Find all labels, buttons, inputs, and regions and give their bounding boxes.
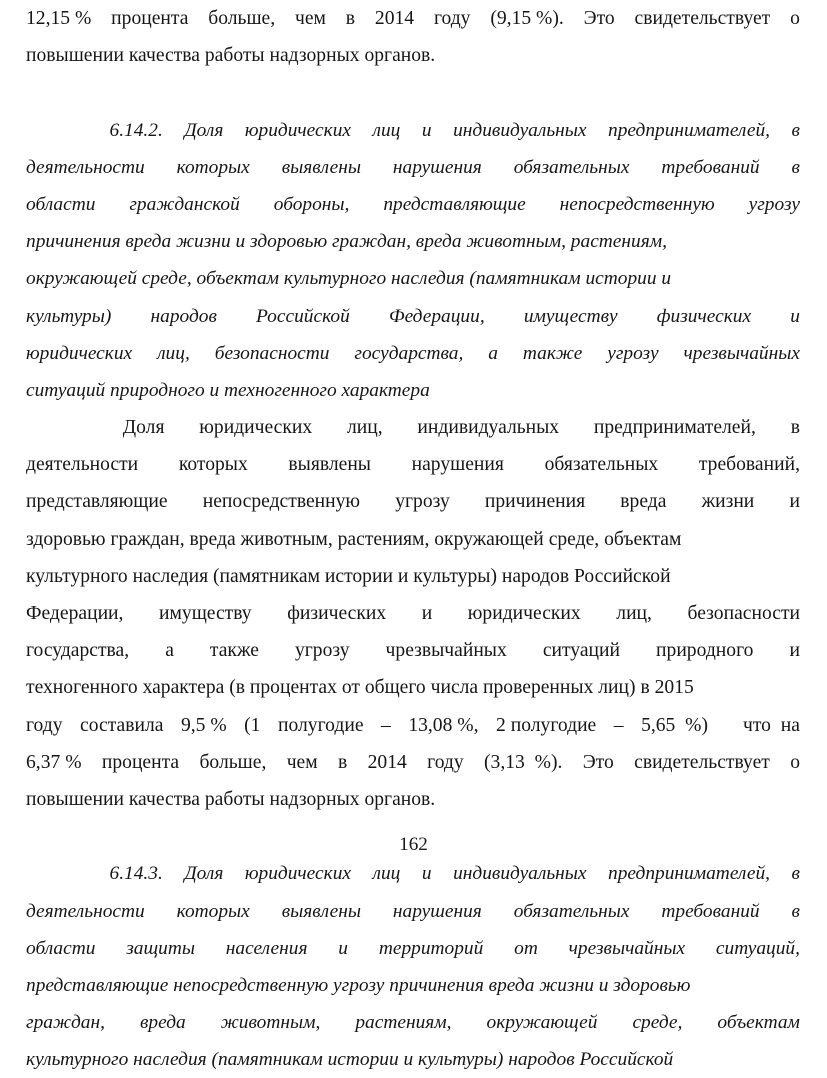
word: обязательных [544,454,659,476]
word: 12,15 % [26,8,92,29]
word: также [522,342,583,364]
word: выявлены [281,156,361,178]
word: юридических [244,863,352,885]
word: области [26,937,96,959]
word: и [789,491,800,513]
section-6-14-2-body [26,409,800,818]
word: 9,5 % [180,714,227,736]
text-line [26,186,800,223]
word: обязательных [513,900,630,922]
word: чрезвычайных [568,937,686,959]
word: представляющие [26,491,168,513]
word: деятельности [26,900,145,922]
carryover-paragraph [26,0,800,74]
word: государства, [26,640,130,662]
word: представляющие непосредственную угрозу причинения вреда жизни и здоровью [26,974,691,996]
word: 5,65 %) [641,714,708,736]
word: в [791,863,800,885]
word: свидетельствует [634,8,771,29]
word: Федерации, [26,603,124,624]
word: выявлены [288,454,371,476]
word: граждан, [26,1012,105,1034]
word: предпринимателей, [608,119,771,141]
word: требований, [698,454,800,476]
word: 6,37 % [26,751,82,773]
word: растениям, [355,1012,452,1034]
page-number: 162 [399,834,428,855]
word: – [613,714,624,736]
text-line [26,112,800,149]
word: юридических [26,342,133,364]
word: техногенного характера (в процентах от общего числа проверенных лиц) в 2015 [26,677,694,699]
paragraph-indent [26,855,88,892]
word: повышении качества работы надзорных органов. [26,45,436,67]
word: территорий [378,937,484,959]
word: чем [286,751,318,773]
word: культуры) [26,305,112,327]
paragraph-indent [26,409,88,446]
word: больше, [199,751,267,773]
word: непосредственную [202,491,361,513]
text-line [26,0,800,37]
word: ситуаций [542,640,620,662]
text-line [26,558,800,595]
word: населения [225,937,308,959]
word: угрозу [607,342,659,364]
word: в [345,8,356,29]
word: области [26,193,96,215]
text-line [26,669,800,706]
section-6-14-3-heading [26,855,800,1078]
word: а [165,640,174,662]
word: лиц, [157,342,190,364]
word: непосредственную [559,193,715,215]
word: которых [176,900,250,922]
word: требований [661,156,760,178]
section-6-14-2-heading [26,112,800,410]
text-line [26,335,800,372]
text-line [26,521,800,558]
word: 2014 [367,751,407,773]
word: Федерации, [388,305,485,327]
text-line [26,260,800,297]
word: индивидуальных [453,119,587,141]
word: индивидуальных [417,417,560,439]
word: составила [80,714,164,736]
word: нарушения [411,454,504,476]
word: окружающей среде, объектам культурного наследия (памятникам истории и [26,268,672,290]
word: угрозу [748,193,800,215]
word: культурного наследия (памятникам истории и культуры) народов Российской [26,565,671,587]
word: деятельности [26,156,145,178]
word: обязательных [513,156,630,178]
word: процента [101,751,180,773]
word: лиц [372,863,401,885]
text-line [26,1041,800,1078]
word: окружающей [486,1012,598,1034]
word: угрозу [294,640,350,662]
word: безопасности [214,342,330,364]
text-line [26,781,800,818]
word: о [790,751,800,773]
word: государства, [354,342,464,364]
word: юридических [244,119,352,141]
word: которых [178,454,248,476]
word: угрозу [395,491,450,513]
word: Это [583,8,615,29]
word: представляющие [383,193,526,215]
word: 13,08 %, [408,714,479,736]
word: свидетельствует [634,751,770,773]
word: в [790,417,800,439]
word: повышении качества работы надзорных органов. [26,788,436,810]
text-line [26,483,800,520]
word: имуществу [523,305,618,327]
word: вреда [620,491,667,513]
word: деятельности [26,454,139,476]
word: о [790,8,800,29]
text-line [26,298,800,335]
word: лиц [372,119,401,141]
word: – [381,714,391,736]
word: народов [150,305,217,327]
word: году [26,714,63,736]
word: и [338,937,348,959]
text-line [26,632,800,669]
text-line [26,223,800,260]
word: чем [295,8,326,29]
word: Доля [184,863,224,885]
word: обороны, [273,193,350,215]
word: которых [176,156,250,178]
word: и [421,603,433,624]
word: юридических [467,603,581,624]
word: 2 полугодие [496,714,597,736]
word: безопасности [687,603,800,624]
text-line [26,855,800,892]
word: чрезвычайных [385,640,507,662]
text-line [26,1004,800,1041]
word: и [421,119,432,141]
text-line [26,37,800,74]
word: и [789,640,800,662]
word: 6.14.2. [109,119,163,141]
word: лиц, [616,603,652,624]
word: юридических [199,417,313,439]
word: 2014 [374,8,415,29]
word: предпринимателей, [593,417,756,439]
word: в [338,751,348,773]
word: и [421,863,432,885]
word: нарушения [392,900,482,922]
text-line [26,893,800,930]
word: в [791,119,800,141]
word: физических [656,305,752,327]
paragraph-gap [26,74,800,111]
word: Это [582,751,614,773]
word: от [514,937,538,959]
word: а [488,342,498,364]
word: гражданской [129,193,240,215]
word: имуществу [159,603,252,624]
word: и [790,305,800,327]
word: больше, [208,8,276,29]
word: нарушения [392,156,482,178]
word: вреда [139,1012,186,1034]
word: выявлены [281,900,361,922]
text-line [26,372,800,409]
word: Доля [184,119,224,141]
word: году [433,8,471,29]
paragraph-indent [26,112,88,149]
word: ситуаций, [715,937,800,959]
word: чрезвычайных [683,342,800,364]
word: Российской [256,305,350,327]
word: лиц, [346,417,383,439]
word: объектам [717,1012,800,1034]
word: жизни [701,491,755,513]
word: защиты [126,937,195,959]
text-line [26,446,800,483]
text-line [26,595,800,632]
word: (3,13 %). [484,751,563,773]
word: году [427,751,464,773]
word: 6.14.3. [109,863,163,885]
word: культурного наследия (памятникам истории и культуры) народов Российской [26,1049,674,1071]
text-line [26,707,800,744]
word: в [791,156,800,178]
word: среде, [632,1012,683,1034]
word: индивидуальных [453,863,587,885]
word: здоровью граждан, вреда животным, растениям, окружающей среде, объектам [26,528,682,550]
word: процента [111,8,189,29]
word: требований [661,900,760,922]
word: ситуаций природного и техногенного характера [26,379,430,401]
word: предпринимателей, [608,863,771,885]
word: животным, [220,1012,321,1034]
word: (1 [244,714,261,736]
page-body [26,0,800,1078]
word: также [209,640,259,662]
word: (9,15 %). [490,8,564,29]
word: причинения вреда жизни и здоровью граждан, вреда животным, растениям, [26,231,667,253]
text-line [26,930,800,967]
text-line [26,967,800,1004]
word: в [791,900,800,922]
text-line [26,149,800,186]
text-line [26,744,800,781]
word: что на [743,714,800,736]
word: полугодие [277,714,364,736]
word: физических [287,603,387,624]
word: природного [656,640,754,662]
word: Доля [122,417,165,439]
text-line [26,409,800,446]
word: причинения [484,491,586,513]
